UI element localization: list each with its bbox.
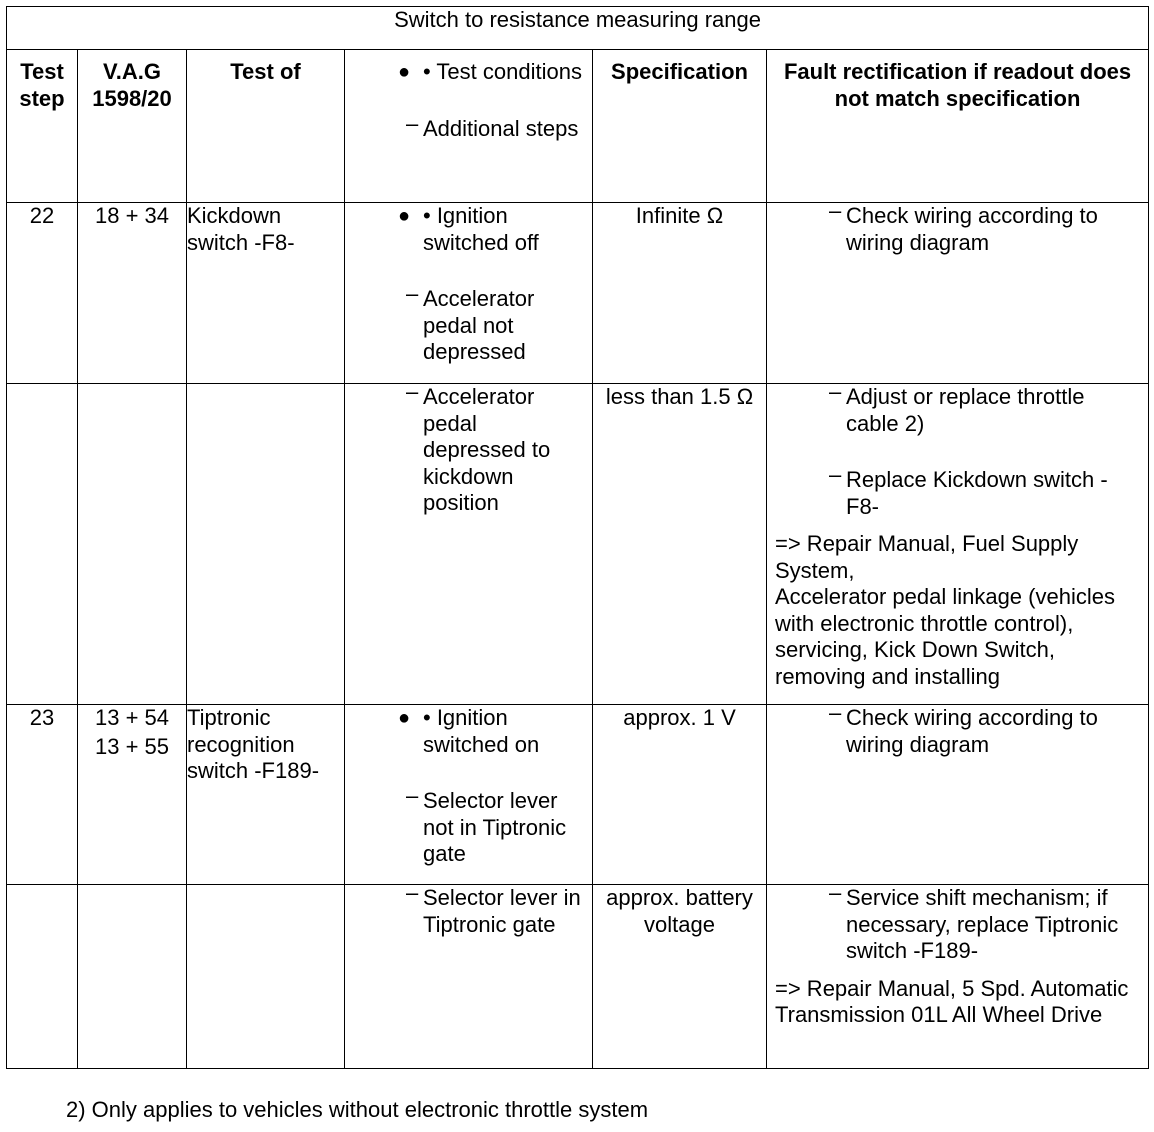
test-step-cell [7, 384, 78, 705]
header-condition-text: • Test conditions [423, 59, 582, 84]
condition-dash [345, 783, 592, 868]
condition-text: • Ignition switched on [423, 705, 540, 757]
table-row [7, 885, 1149, 1069]
vag-cell [78, 203, 187, 384]
test-of-cell: Tiptronic recognition switch -F189- [187, 705, 345, 885]
header-condition-bullet [345, 59, 592, 86]
header-test-step [7, 50, 78, 203]
fault-reference [767, 972, 1148, 1033]
specification-cell: Infinite Ω [593, 203, 767, 384]
fault-cell [767, 700, 1149, 885]
fault-step [767, 198, 1148, 256]
dash-icon: – [406, 880, 419, 905]
header-test-step-line: step [19, 85, 65, 111]
vag-value: 13 + 54 [94, 705, 169, 730]
header-row [7, 50, 1149, 203]
conditions-cell [345, 705, 593, 885]
header-condition-text: Additional steps [423, 115, 579, 141]
fault-reference-line: => Repair Manual, Fuel Supply System, [775, 531, 1079, 583]
header-test-of: Test of [187, 50, 345, 203]
fault-text: Adjust or replace throttle cable 2) [846, 384, 1085, 436]
table-row [7, 203, 1149, 384]
dash-icon: – [829, 198, 842, 223]
specification-cell: less than 1.5 Ω [593, 384, 767, 705]
fault-cell [767, 880, 1149, 1069]
dash-icon: – [406, 783, 419, 808]
vag-cell [78, 705, 187, 885]
dash-icon: – [406, 281, 419, 306]
table-row [7, 705, 1149, 885]
vag-value: 13 + 55 [94, 733, 169, 759]
fault-step [767, 379, 1148, 437]
condition-bullet [345, 705, 592, 758]
conditions-cell [345, 203, 593, 384]
fault-text: Replace Kickdown switch -F8- [846, 467, 1108, 519]
specification-cell: approx. battery voltage [593, 885, 767, 1069]
condition-text: Selector lever in Tiptronic gate [423, 885, 581, 937]
condition-text: • Ignition switched off [423, 203, 539, 255]
fault-cell [767, 198, 1149, 384]
condition-bullet [345, 203, 592, 256]
bullet-icon: ● [398, 707, 411, 729]
dash-icon: – [829, 462, 842, 487]
test-of-cell [187, 384, 345, 705]
fault-step [767, 462, 1148, 520]
header-fault: Fault rectification if readout does not match specification [767, 50, 1149, 203]
dash-icon: – [406, 110, 419, 136]
header-condition-dash [345, 110, 592, 143]
conditions-cell [345, 880, 593, 1069]
header-test-step-line: Test [20, 59, 64, 84]
fault-reference-line: Accelerator pedal linkage (vehicles with electronic throttle control), servicing, Kick Down Switch, removing and installing [775, 584, 1115, 689]
test-of-cell [187, 885, 345, 1069]
bullet-icon: ● [398, 61, 411, 83]
condition-text: Selector lever not in Tiptronic gate [423, 788, 567, 866]
fault-text: Check wiring according to wiring diagram [846, 705, 1098, 757]
table-row [7, 384, 1149, 705]
vag-cell [78, 384, 187, 705]
fault-reference-line: => Repair Manual, 5 Spd. Automatic Transmission 01L All Wheel Drive [775, 975, 1129, 1027]
vag-value: 18 + 34 [94, 203, 169, 228]
fault-reference [767, 527, 1148, 694]
conditions-cell [345, 379, 593, 705]
vag-cell [78, 885, 187, 1069]
table-title: Switch to resistance measuring range [7, 7, 1149, 50]
dash-icon: – [829, 700, 842, 725]
header-vag-line: 1598/20 [92, 85, 172, 111]
header-vag-line: V.A.G [103, 59, 161, 84]
fault-cell [767, 379, 1149, 705]
dash-icon: – [829, 379, 842, 404]
header-conditions [345, 50, 593, 203]
fault-text: Service shift mechanism; if necessary, replace Tiptronic switch -F189- [846, 885, 1119, 963]
procedure-table [6, 6, 1149, 1069]
fault-step [767, 880, 1148, 965]
footnote: 2) Only applies to vehicles without electronic throttle system [66, 1097, 649, 1122]
specification-cell: approx. 1 V [593, 705, 767, 885]
condition-dash [345, 379, 592, 517]
test-step-cell: 22 [7, 203, 78, 384]
condition-text: Accelerator pedal not depressed [423, 286, 535, 364]
test-step-cell: 23 [7, 705, 78, 885]
header-specification: Specification [593, 50, 767, 203]
test-of-cell: Kickdown switch -F8- [187, 203, 345, 384]
header-vag [78, 50, 187, 203]
fault-step [767, 700, 1148, 758]
condition-text: Accelerator pedal depressed to kickdown position [423, 384, 551, 515]
condition-dash [345, 281, 592, 366]
bullet-icon: ● [398, 205, 411, 227]
condition-dash [345, 880, 592, 938]
test-step-cell [7, 885, 78, 1069]
dash-icon: – [406, 379, 419, 404]
fault-text: Check wiring according to wiring diagram [846, 203, 1098, 255]
dash-icon: – [829, 880, 842, 905]
